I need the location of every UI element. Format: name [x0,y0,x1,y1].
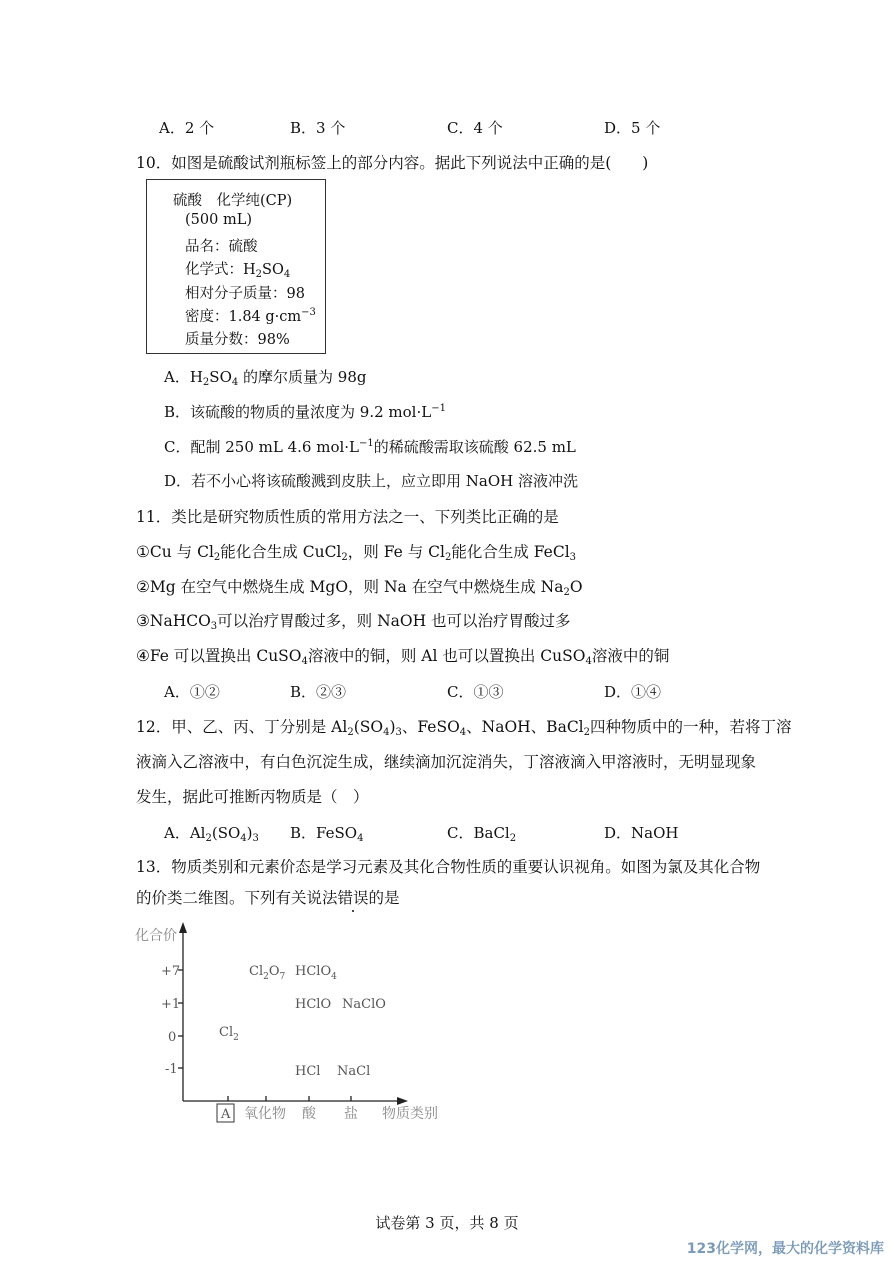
q9-option-a: A．2 个 [159,119,215,137]
label-line-product: 品名：硫酸 [185,239,258,255]
label-line-name: 硫酸 化学纯(CP) [173,193,293,209]
q12-line-2: 液滴入乙溶液中，有白色沉淀生成，继续滴加沉淀消失，丁溶液滴入甲溶液时，无明显现象 [136,753,757,771]
species-hclo: HClO [295,997,332,1012]
q11-stem: 11．类比是研究物质性质的常用方法之一、下列类比正确的是 [136,508,559,526]
x-tick-oxide: 氧化物 [244,1106,286,1122]
label-line-formula: 化学式：$H_2SO_4$ [185,262,291,280]
species-hcl: HCl [295,1064,321,1079]
species-naclo: NaClO [342,997,386,1012]
x-tick-salt: 盐 [344,1106,358,1122]
y-tick-minus1: -1 [165,1062,178,1077]
q11-statement-3: ③NaHCO$_3$可以治疗胃酸过多，则 NaOH 也可以治疗胃酸过多 [136,612,571,632]
page-footer: 试卷第 3 页，共 8 页 [375,1214,519,1232]
q11-option-a: A．①② [164,683,220,701]
y-tick-plus7: +7 [161,964,181,979]
q11-option-d: D．①④ [604,683,662,701]
q9-option-c: C．4 个 [447,119,503,137]
x-box-a [217,1104,234,1122]
q12-option-b: B．FeSO$_4$ [290,824,364,844]
label-line-mass-fraction: 质量分数：98% [185,332,290,348]
q12-line-3: 发生，据此可推断丙物质是（ ） [136,788,369,806]
x-tick-a: A [221,1107,231,1122]
species-cl2o7: $Cl_2O_7$ [249,964,286,982]
q13-line-2: 的价类二维图。下列有关说法错误的是 [136,889,400,907]
q10-stem: 10．如图是硫酸试剂瓶标签上的部分内容。据此下列说法中正确的是( ) [136,154,649,172]
reagent-label [146,179,326,354]
q11-statement-2: ②Mg 在空气中燃烧生成 MgO，则 Na 在空气中燃烧生成 $Na_2O$ [136,578,583,598]
label-line-molar-mass: 相对分子质量：98 [185,286,305,302]
q10-option-a: A．$H_2SO_4$ 的摩尔质量为 98g [164,368,367,388]
y-axis-label: 化合价 [135,928,177,944]
q13-line-1: 13．物质类别和元素价态是学习元素及其化合物性质的重要认识视角。如图为氯及其化合物 [136,858,761,876]
q10-option-b: B．该硫酸的物质的量浓度为 9.2 $mol\cdot L^{-1}$ [164,403,446,421]
q12-line-1: 12．甲、乙、丙、丁分别是 $Al_2(SO_4)_3$、FeSO$_4$、NaOH、BaCl$_2$四种物质中的一种，若将丁溶 [136,718,792,738]
y-tick-0: 0 [168,1030,177,1045]
species-nacl: NaCl [337,1064,371,1079]
q11-statement-1: ①Cu 与 $Cl_2$能化合生成 CuCl$_2$，则 Fe 与 $Cl_2$能化合生成 FeCl$_3$ [136,543,577,563]
y-axis-arrow [179,922,187,933]
q11-statement-4: ④Fe 可以置换出 CuSO$_4$溶液中的铜，则 Al 也可以置换出 CuSO$_4$溶液中的铜 [136,647,670,667]
q11-option-b: B．②③ [290,683,347,701]
q9-option-b: B．3 个 [290,119,346,137]
q12-option-a: A．$Al_2(SO_4)_3$ [164,824,259,844]
label-line-density: 密度：1.84 $g\cdot cm^{-3}$ [185,307,316,325]
q12-option-d: D．NaOH [604,824,679,842]
q10-option-d: D．若不小心将该硫酸溅到皮肤上，应立即用 NaOH 溶液冲洗 [164,472,579,490]
x-axis-label: 物质类别 [382,1106,438,1122]
q9-option-d: D．5 个 [604,119,661,137]
watermark: 123化学网，最大的化学资料库 [686,1241,884,1257]
q12-option-c: C．BaCl$_2$ [447,824,517,844]
q11-option-c: C．①③ [447,683,504,701]
species-hclo4: HClO$_4$ [295,964,337,982]
x-axis-arrow [397,1097,408,1105]
y-tick-plus1: +1 [161,997,181,1012]
label-line-volume: (500 mL) [185,212,252,228]
x-tick-acid: 酸 [302,1106,316,1122]
q10-option-c: C．配制 250 mL 4.6 $mol\cdot L^{-1}$的稀硫酸需取该硫酸 62.5 mL [164,438,576,456]
species-cl2: $Cl_2$ [219,1025,239,1043]
